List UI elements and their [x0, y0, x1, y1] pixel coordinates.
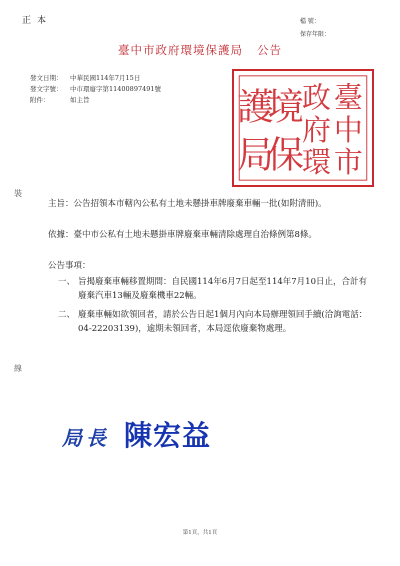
issue-number-label: 發文字號： — [30, 85, 63, 93]
basis-text: 臺中市公私有土地未懸掛車牌廢棄車輛清除處理自治條例第8條。 — [73, 230, 317, 240]
seal-graphic — [234, 71, 372, 185]
basis-paragraph — [48, 228, 370, 242]
seal-character: 護 — [237, 85, 275, 129]
subject-paragraph — [48, 197, 370, 211]
attachment: 如主旨 — [70, 96, 90, 104]
notice-items-label: 公告事項： — [48, 261, 91, 271]
issue-date: 中華民國114年7月15日 — [70, 74, 141, 82]
seal-character: 府 — [302, 112, 332, 147]
page-footer: 第1頁，共1頁 — [182, 530, 218, 536]
notice-item-text: 旨揭廢棄車輛移置期間：自民國114年6月7日起至114年7月10日止，合計有廢棄汽車13輛及廢棄機車22輛。 — [78, 277, 367, 301]
issue-number: 中市環廢字第11400897491號 — [70, 85, 161, 93]
archive-number: 檔 號： — [300, 18, 320, 25]
retention-period: 保存年限： — [300, 31, 331, 38]
copy-mark: 正本 — [22, 16, 53, 26]
subject-text: 公告招領本市轄內公私有土地未懸掛車牌廢棄車輛一批(如附清冊)。 — [73, 199, 327, 209]
attachment-label: 附件： — [30, 96, 50, 104]
notice-item — [58, 308, 370, 336]
seal-character: 政 — [302, 80, 332, 115]
seal-character: 境 — [267, 85, 304, 129]
attachment-row — [30, 95, 90, 104]
signature-title: 局長 — [62, 426, 110, 450]
issue-number-row — [30, 84, 161, 93]
binding-mark-bottom: 線 — [14, 364, 22, 373]
seal-character: 中 — [333, 112, 363, 147]
signature-name: 陳宏益 — [124, 419, 212, 452]
seal-character: 局 — [237, 133, 275, 177]
notice-item-text: 廢棄車輛如欲領回者，請於公告日起1個月內向本局辦理領回手續(洽詢電話：04-22203139)，逾期未領回者，本局逕依廢棄物處理。 — [78, 310, 368, 334]
official-seal — [232, 69, 374, 187]
issue-date-label: 發文日期： — [30, 74, 63, 82]
agency-name: 臺中市政府環境保護局 — [118, 43, 243, 57]
subject-label: 主旨： — [48, 199, 74, 209]
notice-item-number: 一、 — [58, 277, 76, 287]
basis-label: 依據： — [48, 230, 74, 240]
document-title — [0, 42, 400, 58]
document-type: 公告 — [257, 43, 282, 57]
notice-item-number: 二、 — [58, 310, 76, 320]
issue-date-row — [30, 73, 140, 82]
seal-character: 保 — [267, 133, 304, 177]
notice-item — [58, 275, 370, 303]
seal-character: 環 — [302, 145, 332, 180]
seal-character: 臺 — [333, 80, 363, 115]
binding-mark-top: 裝 — [14, 189, 22, 198]
seal-character: 市 — [333, 145, 363, 180]
director-signature — [62, 414, 262, 454]
